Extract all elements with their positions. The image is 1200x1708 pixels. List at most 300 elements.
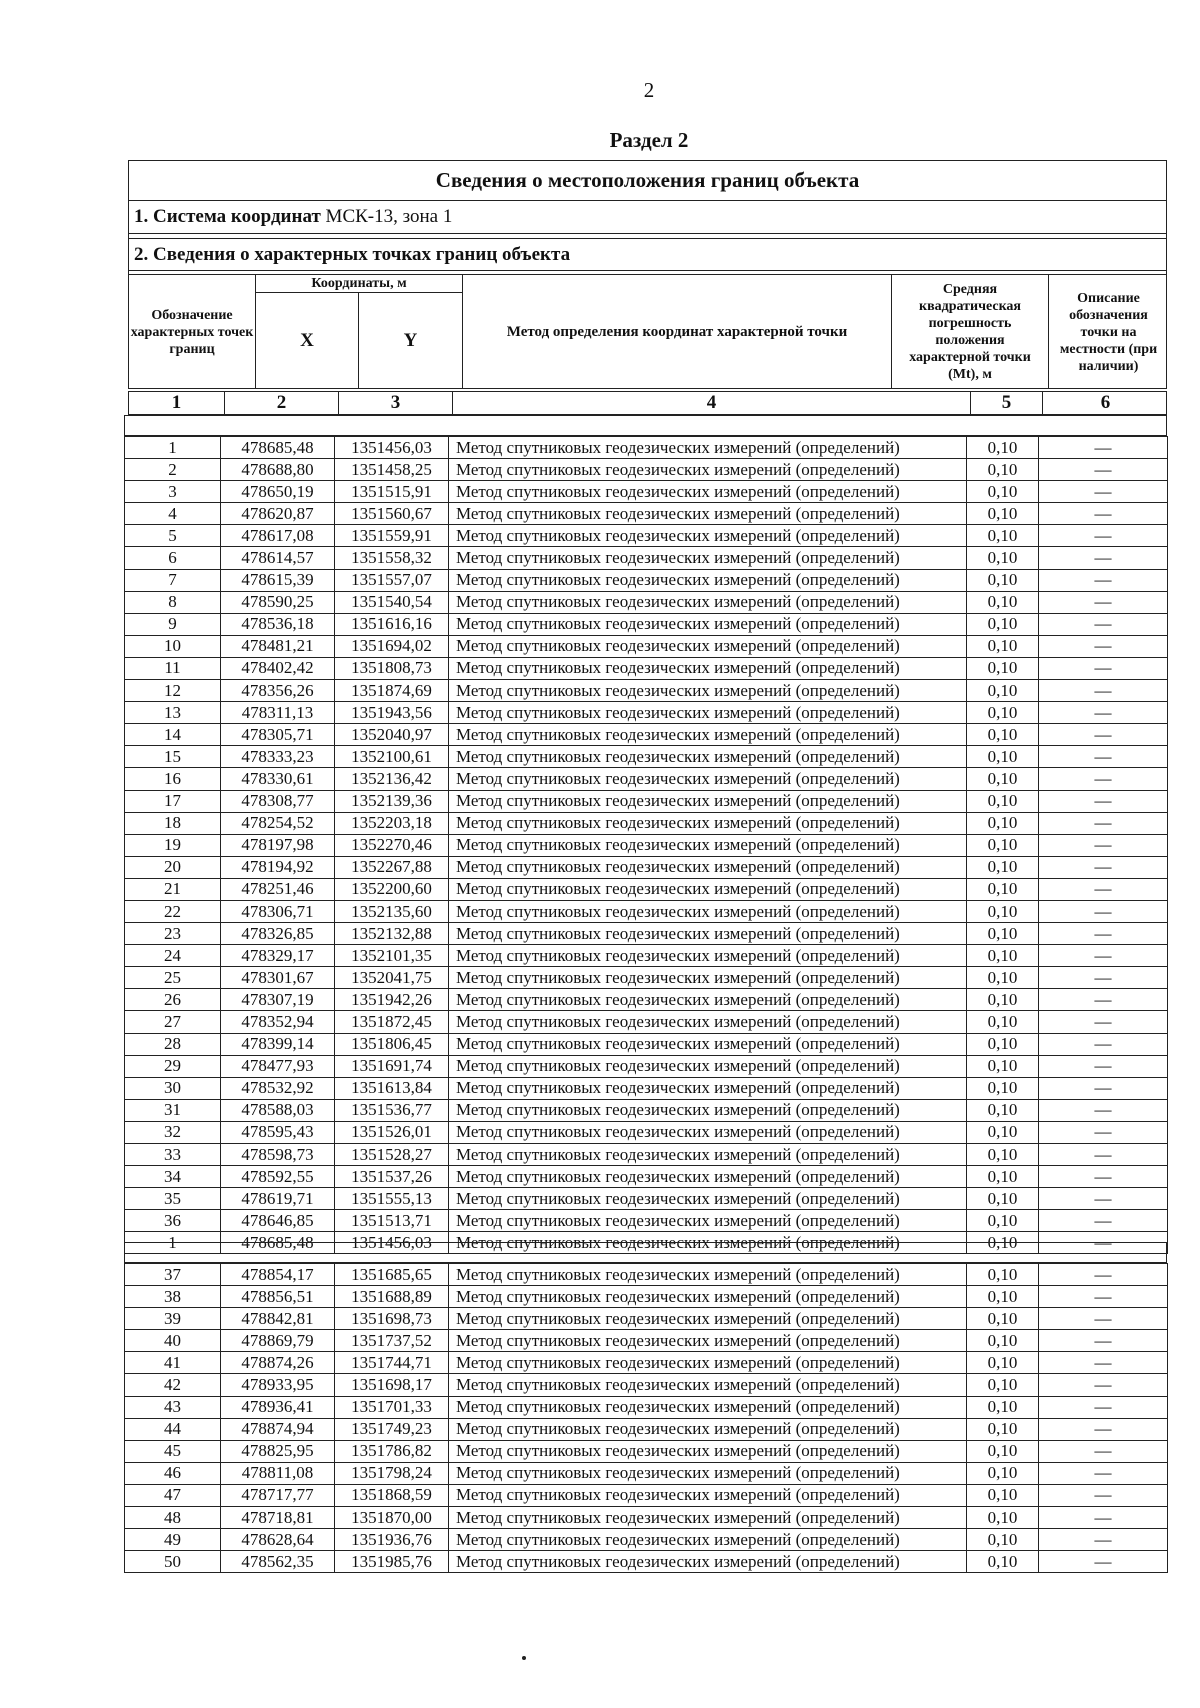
point-id: 34 xyxy=(125,1166,221,1188)
error-value: 0,10 xyxy=(967,812,1039,834)
header-description: Описание обозначения точки на местности (при наличии) xyxy=(1059,290,1158,374)
point-id: 35 xyxy=(125,1188,221,1210)
x-coord: 478592,55 xyxy=(221,1166,335,1188)
error-value: 0,10 xyxy=(967,1507,1039,1529)
error-value: 0,10 xyxy=(967,1011,1039,1033)
method: Метод спутниковых геодезических измерений (определений) xyxy=(449,547,967,569)
table-row xyxy=(125,657,1168,679)
error-value: 0,10 xyxy=(967,1144,1039,1166)
table-row xyxy=(125,591,1168,613)
x-coord: 478811,08 xyxy=(221,1462,335,1484)
method: Метод спутниковых геодезических измерений (определений) xyxy=(449,1121,967,1143)
x-coord: 478615,39 xyxy=(221,569,335,591)
table-row xyxy=(125,569,1168,591)
x-coord: 478595,43 xyxy=(221,1121,335,1143)
method: Метод спутниковых геодезических измерений (определений) xyxy=(449,459,967,481)
x-coord: 478869,79 xyxy=(221,1330,335,1352)
error-value: 0,10 xyxy=(967,1352,1039,1374)
y-coord: 1351698,73 xyxy=(335,1308,449,1330)
description: — xyxy=(1039,1210,1168,1232)
error-value: 0,10 xyxy=(967,1462,1039,1484)
description: — xyxy=(1039,503,1168,525)
x-coord: 478588,03 xyxy=(221,1099,335,1121)
table-row xyxy=(125,437,1168,459)
method: Метод спутниковых геодезических измерений (определений) xyxy=(449,1396,967,1418)
col-num-2: 2 xyxy=(225,392,339,414)
table-row xyxy=(125,1121,1168,1143)
error-value: 0,10 xyxy=(967,1440,1039,1462)
error-value: 0,10 xyxy=(967,900,1039,922)
coord-system-label: 1. Система координат xyxy=(134,206,321,227)
method: Метод спутниковых геодезических измерений (определений) xyxy=(449,967,967,989)
error-value: 0,10 xyxy=(967,459,1039,481)
point-id: 2 xyxy=(125,459,221,481)
table-row xyxy=(125,812,1168,834)
method: Метод спутниковых геодезических измерений (определений) xyxy=(449,1144,967,1166)
x-coord: 478628,64 xyxy=(221,1529,335,1551)
table-row xyxy=(125,1166,1168,1188)
point-id: 1 xyxy=(125,437,221,459)
point-id: 40 xyxy=(125,1330,221,1352)
col-num-5: 5 xyxy=(971,392,1043,414)
x-coord: 478197,98 xyxy=(221,834,335,856)
stray-mark xyxy=(522,1656,526,1660)
method: Метод спутниковых геодезических измерений (определений) xyxy=(449,1011,967,1033)
method: Метод спутниковых геодезических измерений (определений) xyxy=(449,680,967,702)
y-coord: 1352200,60 xyxy=(335,878,449,900)
description: — xyxy=(1039,1308,1168,1330)
method: Метод спутниковых геодезических измерений (определений) xyxy=(449,635,967,657)
method: Метод спутниковых геодезических измерений (определений) xyxy=(449,702,967,724)
points-table-contour-1 xyxy=(124,436,1168,1254)
y-coord: 1351874,69 xyxy=(335,680,449,702)
points-heading: 2. Сведения о характерных точках границ объекта xyxy=(129,238,1166,271)
table-row xyxy=(125,1529,1168,1551)
y-coord: 1351557,07 xyxy=(335,569,449,591)
description: — xyxy=(1039,1462,1168,1484)
x-coord: 478333,23 xyxy=(221,746,335,768)
point-id: 41 xyxy=(125,1352,221,1374)
method: Метод спутниковых геодезических измерений (определений) xyxy=(449,989,967,1011)
method: Метод спутниковых геодезических измерений (определений) xyxy=(449,657,967,679)
table-row xyxy=(125,967,1168,989)
table-row xyxy=(125,768,1168,790)
y-coord: 1351559,91 xyxy=(335,525,449,547)
error-value: 0,10 xyxy=(967,702,1039,724)
method: Метод спутниковых геодезических измерений (определений) xyxy=(449,1418,967,1440)
table-row xyxy=(125,1033,1168,1055)
description: — xyxy=(1039,1551,1168,1573)
y-coord: 1352203,18 xyxy=(335,812,449,834)
y-coord: 1352040,97 xyxy=(335,724,449,746)
x-coord: 478326,85 xyxy=(221,923,335,945)
y-coord: 1351936,76 xyxy=(335,1529,449,1551)
col-num-6: 6 xyxy=(1100,392,1111,413)
y-coord: 1351737,52 xyxy=(335,1330,449,1352)
coord-system-row xyxy=(129,201,1166,234)
table-row xyxy=(125,900,1168,922)
table-row xyxy=(125,1286,1168,1308)
point-id: 5 xyxy=(125,525,221,547)
error-value: 0,10 xyxy=(967,1077,1039,1099)
error-value: 0,10 xyxy=(967,1396,1039,1418)
y-coord: 1351456,03 xyxy=(335,1232,449,1254)
description: — xyxy=(1039,591,1168,613)
error-value: 0,10 xyxy=(967,1099,1039,1121)
method: Метод спутниковых геодезических измерений (определений) xyxy=(449,834,967,856)
error-value: 0,10 xyxy=(967,834,1039,856)
error-value: 0,10 xyxy=(967,967,1039,989)
y-coord: 1351942,26 xyxy=(335,989,449,1011)
y-coord: 1351943,56 xyxy=(335,702,449,724)
y-coord: 1351786,82 xyxy=(335,1440,449,1462)
point-id: 38 xyxy=(125,1286,221,1308)
point-id: 37 xyxy=(125,1264,221,1286)
description: — xyxy=(1039,635,1168,657)
method: Метод спутниковых геодезических измерений (определений) xyxy=(449,1440,967,1462)
y-coord: 1351688,89 xyxy=(335,1286,449,1308)
error-value: 0,10 xyxy=(967,1418,1039,1440)
method: Метод спутниковых геодезических измерений (определений) xyxy=(449,1099,967,1121)
x-coord: 478532,92 xyxy=(221,1077,335,1099)
method: Метод спутниковых геодезических измерений (определений) xyxy=(449,768,967,790)
table-row xyxy=(125,834,1168,856)
error-value: 0,10 xyxy=(967,547,1039,569)
y-coord: 1351526,01 xyxy=(335,1121,449,1143)
description: — xyxy=(1039,613,1168,635)
point-id: 32 xyxy=(125,1121,221,1143)
description: — xyxy=(1039,768,1168,790)
point-id: 29 xyxy=(125,1055,221,1077)
description: — xyxy=(1039,945,1168,967)
y-coord: 1351985,76 xyxy=(335,1551,449,1573)
x-coord: 478685,48 xyxy=(221,1232,335,1254)
point-id: 36 xyxy=(125,1210,221,1232)
description: — xyxy=(1039,1166,1168,1188)
y-coord: 1351694,02 xyxy=(335,635,449,657)
description: — xyxy=(1039,900,1168,922)
y-coord: 1351808,73 xyxy=(335,657,449,679)
error-value: 0,10 xyxy=(967,525,1039,547)
table-row xyxy=(125,989,1168,1011)
table-row xyxy=(125,1055,1168,1077)
table-row xyxy=(125,1396,1168,1418)
boundary-info-header xyxy=(128,160,1167,389)
description: — xyxy=(1039,1121,1168,1143)
error-value: 0,10 xyxy=(967,657,1039,679)
table-row xyxy=(125,1011,1168,1033)
description: — xyxy=(1039,1232,1168,1254)
y-coord: 1351616,16 xyxy=(335,613,449,635)
description: — xyxy=(1039,525,1168,547)
table-row xyxy=(125,790,1168,812)
error-value: 0,10 xyxy=(967,989,1039,1011)
error-value: 0,10 xyxy=(967,1188,1039,1210)
point-id: 44 xyxy=(125,1418,221,1440)
coord-system-value: МСК-13, зона 1 xyxy=(320,206,453,227)
table-row xyxy=(125,459,1168,481)
point-id: 16 xyxy=(125,768,221,790)
error-value: 0,10 xyxy=(967,856,1039,878)
y-coord: 1351555,13 xyxy=(335,1188,449,1210)
y-coord: 1351540,54 xyxy=(335,591,449,613)
x-coord: 478650,19 xyxy=(221,481,335,503)
description: — xyxy=(1039,459,1168,481)
x-coord: 478874,94 xyxy=(221,1418,335,1440)
x-coord: 478301,67 xyxy=(221,967,335,989)
table-row xyxy=(125,481,1168,503)
error-value: 0,10 xyxy=(967,1055,1039,1077)
description: — xyxy=(1039,1440,1168,1462)
x-coord: 478718,81 xyxy=(221,1507,335,1529)
table-row xyxy=(125,878,1168,900)
description: — xyxy=(1039,481,1168,503)
error-value: 0,10 xyxy=(967,1264,1039,1286)
table-row xyxy=(125,1099,1168,1121)
table-row xyxy=(125,1330,1168,1352)
method: Метод спутниковых геодезических измерений (определений) xyxy=(449,1264,967,1286)
error-value: 0,10 xyxy=(967,945,1039,967)
error-value: 0,10 xyxy=(967,635,1039,657)
table-row xyxy=(125,1418,1168,1440)
point-id: 9 xyxy=(125,613,221,635)
point-id: 18 xyxy=(125,812,221,834)
x-coord: 478305,71 xyxy=(221,724,335,746)
table-row xyxy=(125,724,1168,746)
x-coord: 478685,48 xyxy=(221,437,335,459)
error-value: 0,10 xyxy=(967,746,1039,768)
x-coord: 478598,73 xyxy=(221,1144,335,1166)
table-row xyxy=(125,1210,1168,1232)
y-coord: 1352101,35 xyxy=(335,945,449,967)
table-row xyxy=(125,1188,1168,1210)
header-coords: Координаты, м xyxy=(256,275,463,293)
y-coord: 1351872,45 xyxy=(335,1011,449,1033)
description: — xyxy=(1039,1352,1168,1374)
point-id: 42 xyxy=(125,1374,221,1396)
description: — xyxy=(1039,923,1168,945)
y-coord: 1351536,77 xyxy=(335,1099,449,1121)
method: Метод спутниковых геодезических измерений (определений) xyxy=(449,1188,967,1210)
description: — xyxy=(1039,1011,1168,1033)
x-coord: 478194,92 xyxy=(221,856,335,878)
table-row xyxy=(125,1374,1168,1396)
method: Метод спутниковых геодезических измерений (определений) xyxy=(449,525,967,547)
x-coord: 478688,80 xyxy=(221,459,335,481)
method: Метод спутниковых геодезических измерений (определений) xyxy=(449,503,967,525)
point-id: 3 xyxy=(125,481,221,503)
method: Метод спутниковых геодезических измерений (определений) xyxy=(449,724,967,746)
x-coord: 478402,42 xyxy=(221,657,335,679)
error-value: 0,10 xyxy=(967,1232,1039,1254)
description: — xyxy=(1039,1374,1168,1396)
method: Метод спутниковых геодезических измерений (определений) xyxy=(449,1374,967,1396)
x-coord: 478329,17 xyxy=(221,945,335,967)
x-coord: 478617,08 xyxy=(221,525,335,547)
method: Метод спутниковых геодезических измерений (определений) xyxy=(449,1308,967,1330)
method: Метод спутниковых геодезических измерений (определений) xyxy=(449,900,967,922)
method: Метод спутниковых геодезических измерений (определений) xyxy=(449,1484,967,1506)
y-coord: 1351701,33 xyxy=(335,1396,449,1418)
x-coord: 478646,85 xyxy=(221,1210,335,1232)
point-id: 28 xyxy=(125,1033,221,1055)
point-id: 30 xyxy=(125,1077,221,1099)
table-row xyxy=(125,525,1168,547)
x-coord: 478619,71 xyxy=(221,1188,335,1210)
table-row xyxy=(125,503,1168,525)
x-coord: 478936,41 xyxy=(221,1396,335,1418)
y-coord: 1351870,00 xyxy=(335,1507,449,1529)
x-coord: 478842,81 xyxy=(221,1308,335,1330)
point-id: 33 xyxy=(125,1144,221,1166)
contour-separator xyxy=(124,415,1167,436)
description: — xyxy=(1039,657,1168,679)
y-coord: 1351685,65 xyxy=(335,1264,449,1286)
description: — xyxy=(1039,437,1168,459)
error-value: 0,10 xyxy=(967,569,1039,591)
x-coord: 478352,94 xyxy=(221,1011,335,1033)
section-title: Раздел 2 xyxy=(609,128,689,152)
header-designation: Обозначение характерных точек границ xyxy=(129,275,256,389)
point-id: 26 xyxy=(125,989,221,1011)
y-coord: 1351691,74 xyxy=(335,1055,449,1077)
y-coord: 1351744,71 xyxy=(335,1352,449,1374)
x-coord: 478330,61 xyxy=(221,768,335,790)
method: Метод спутниковых геодезических измерений (определений) xyxy=(449,1507,967,1529)
method: Метод спутниковых геодезических измерений (определений) xyxy=(449,1330,967,1352)
description: — xyxy=(1039,1188,1168,1210)
table-row xyxy=(125,1484,1168,1506)
y-coord: 1351798,24 xyxy=(335,1462,449,1484)
method: Метод спутниковых геодезических измерений (определений) xyxy=(449,1352,967,1374)
x-coord: 478620,87 xyxy=(221,503,335,525)
table-title: Сведения о местоположения границ объекта xyxy=(129,161,1166,201)
table-row xyxy=(125,1144,1168,1166)
x-coord: 478562,35 xyxy=(221,1551,335,1573)
description: — xyxy=(1039,702,1168,724)
y-coord: 1351558,32 xyxy=(335,547,449,569)
description: — xyxy=(1039,1529,1168,1551)
header-x: X xyxy=(256,293,359,389)
table-row xyxy=(125,945,1168,967)
method: Метод спутниковых геодезических измерений (определений) xyxy=(449,1529,967,1551)
point-id: 24 xyxy=(125,945,221,967)
error-value: 0,10 xyxy=(967,790,1039,812)
method: Метод спутниковых геодезических измерений (определений) xyxy=(449,437,967,459)
point-id: 7 xyxy=(125,569,221,591)
point-id: 48 xyxy=(125,1507,221,1529)
method: Метод спутниковых геодезических измерений (определений) xyxy=(449,812,967,834)
header-method: Метод определения координат характерной точки xyxy=(463,275,892,389)
table-row xyxy=(125,613,1168,635)
table-row xyxy=(125,1264,1168,1286)
x-coord: 478854,17 xyxy=(221,1264,335,1286)
error-value: 0,10 xyxy=(967,1210,1039,1232)
error-value: 0,10 xyxy=(967,1033,1039,1055)
method: Метод спутниковых геодезических измерений (определений) xyxy=(449,569,967,591)
y-coord: 1352041,75 xyxy=(335,967,449,989)
method: Метод спутниковых геодезических измерений (определений) xyxy=(449,878,967,900)
point-id: 4 xyxy=(125,503,221,525)
y-coord: 1352100,61 xyxy=(335,746,449,768)
error-value: 0,10 xyxy=(967,1286,1039,1308)
error-value: 0,10 xyxy=(967,437,1039,459)
x-coord: 478251,46 xyxy=(221,878,335,900)
error-value: 0,10 xyxy=(967,613,1039,635)
y-coord: 1351456,03 xyxy=(335,437,449,459)
y-coord: 1351698,17 xyxy=(335,1374,449,1396)
x-coord: 478356,26 xyxy=(221,680,335,702)
x-coord: 478590,25 xyxy=(221,591,335,613)
method: Метод спутниковых геодезических измерений (определений) xyxy=(449,1077,967,1099)
points-table-contour-2 xyxy=(124,1263,1168,1573)
x-coord: 478614,57 xyxy=(221,547,335,569)
x-coord: 478306,71 xyxy=(221,900,335,922)
method: Метод спутниковых геодезических измерений (определений) xyxy=(449,945,967,967)
table-row xyxy=(125,1507,1168,1529)
description: — xyxy=(1039,1055,1168,1077)
table-row xyxy=(125,1462,1168,1484)
method: Метод спутниковых геодезических измерений (определений) xyxy=(449,591,967,613)
description: — xyxy=(1039,569,1168,591)
x-coord: 478399,14 xyxy=(221,1033,335,1055)
col-num-4: 4 xyxy=(453,392,971,414)
error-value: 0,10 xyxy=(967,503,1039,525)
description: — xyxy=(1039,1484,1168,1506)
x-coord: 478311,13 xyxy=(221,702,335,724)
method: Метод спутниковых геодезических измерений (определений) xyxy=(449,613,967,635)
table-row xyxy=(125,635,1168,657)
point-id: 11 xyxy=(125,657,221,679)
y-coord: 1351868,59 xyxy=(335,1484,449,1506)
point-id: 19 xyxy=(125,834,221,856)
point-id: 6 xyxy=(125,547,221,569)
method: Метод спутниковых геодезических измерений (определений) xyxy=(449,746,967,768)
x-coord: 478481,21 xyxy=(221,635,335,657)
point-id: 27 xyxy=(125,1011,221,1033)
y-coord: 1351806,45 xyxy=(335,1033,449,1055)
description: — xyxy=(1039,1264,1168,1286)
point-id: 21 xyxy=(125,878,221,900)
y-coord: 1351613,84 xyxy=(335,1077,449,1099)
point-id: 39 xyxy=(125,1308,221,1330)
error-value: 0,10 xyxy=(967,481,1039,503)
description: — xyxy=(1039,834,1168,856)
table-row xyxy=(125,923,1168,945)
point-id: 14 xyxy=(125,724,221,746)
method: Метод спутниковых геодезических измерений (определений) xyxy=(449,923,967,945)
x-coord: 478933,95 xyxy=(221,1374,335,1396)
description: — xyxy=(1039,989,1168,1011)
y-coord: 1352267,88 xyxy=(335,856,449,878)
description: — xyxy=(1039,878,1168,900)
table-row xyxy=(125,1077,1168,1099)
description: — xyxy=(1039,1144,1168,1166)
error-value: 0,10 xyxy=(967,878,1039,900)
point-id: 49 xyxy=(125,1529,221,1551)
table-row xyxy=(125,856,1168,878)
error-value: 0,10 xyxy=(967,680,1039,702)
method: Метод спутниковых геодезических измерений (определений) xyxy=(449,1286,967,1308)
method: Метод спутниковых геодезических измерений (определений) xyxy=(449,856,967,878)
description: — xyxy=(1039,1418,1168,1440)
x-coord: 478308,77 xyxy=(221,790,335,812)
point-id: 43 xyxy=(125,1396,221,1418)
point-id: 23 xyxy=(125,923,221,945)
column-numbers-row xyxy=(128,391,1167,415)
x-coord: 478856,51 xyxy=(221,1286,335,1308)
point-id: 45 xyxy=(125,1440,221,1462)
